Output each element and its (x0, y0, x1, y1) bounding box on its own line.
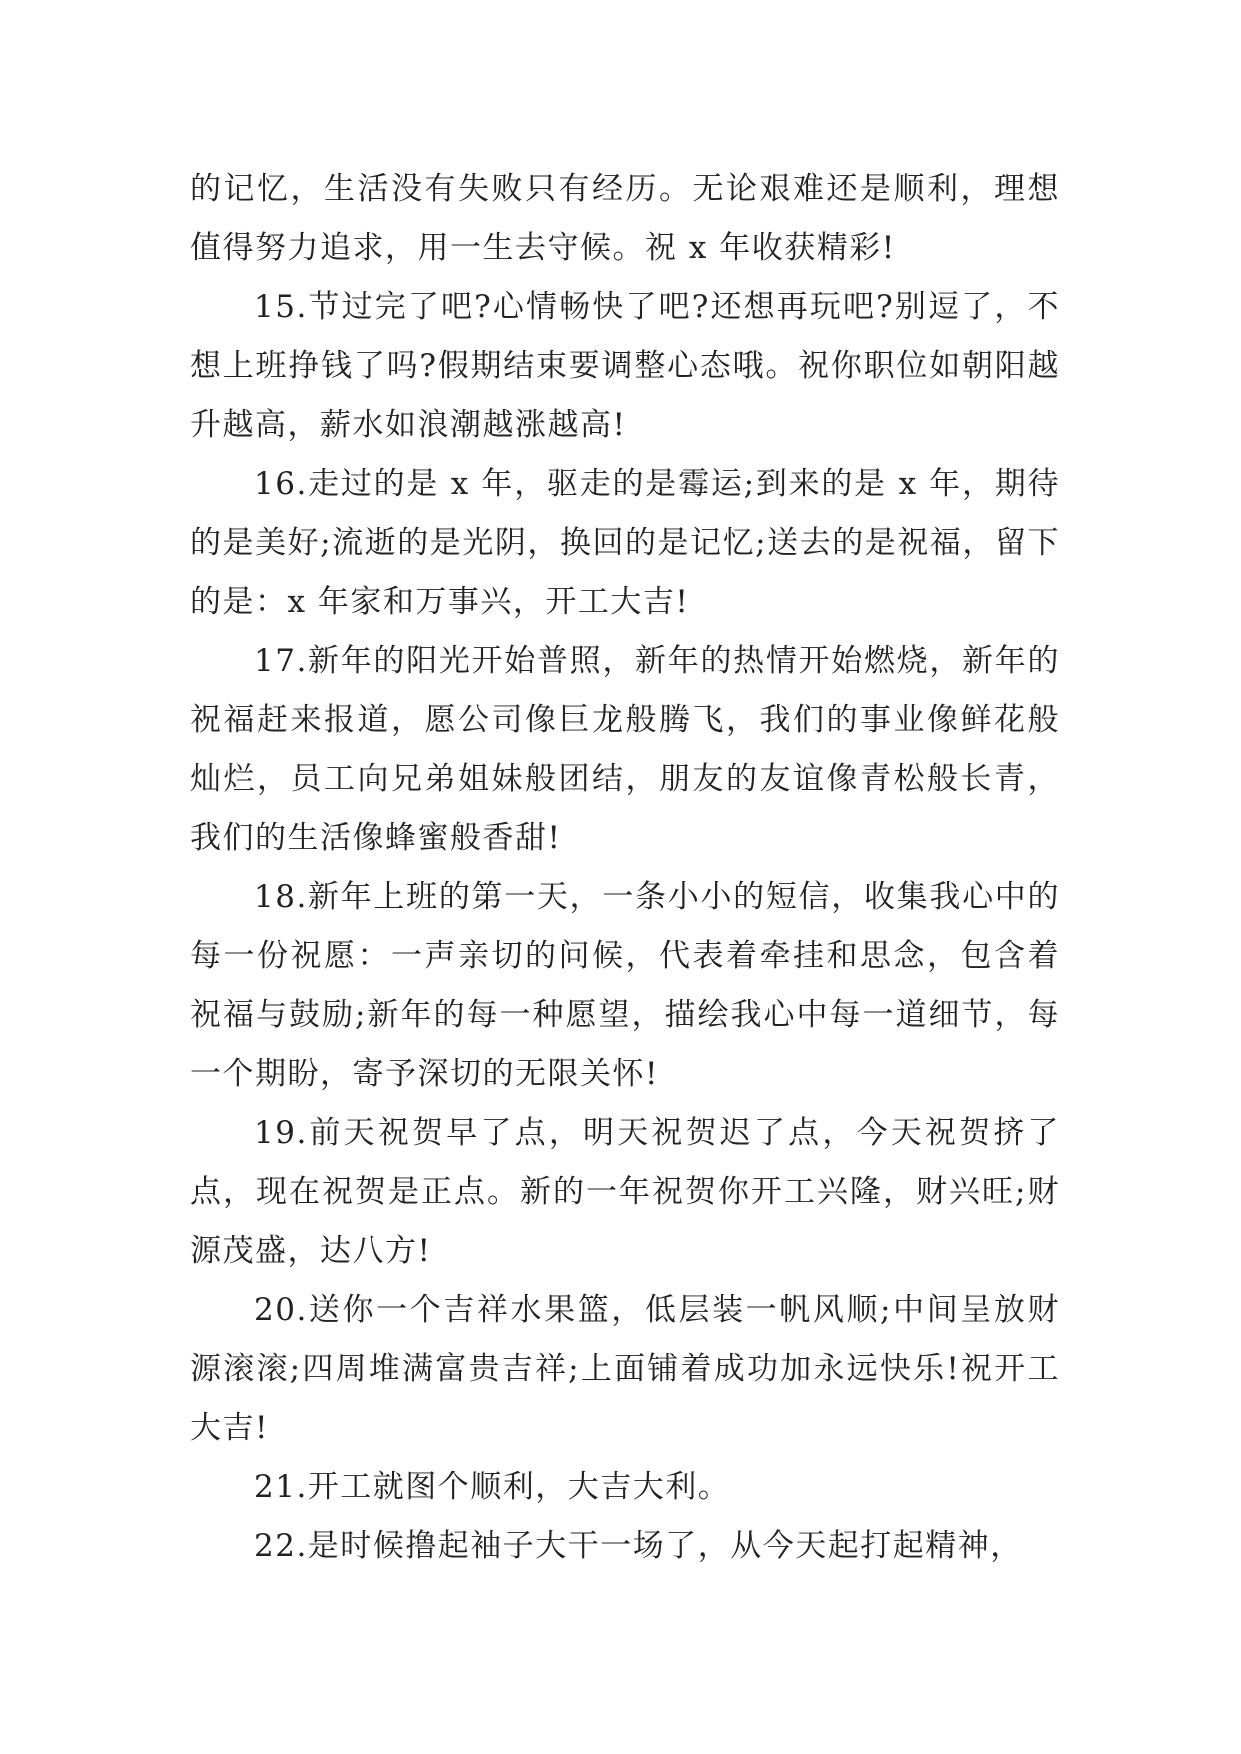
paragraph-item-18: 18.新年上班的第一天，一条小小的短信，收集我心中的每一份祝愿：一声亲切的问候，代表着牵挂和思念，包含着祝福与鼓励;新年的每一种愿望，描绘我心中每一道细节，每一个期盼，寄予深切的无限关怀! (190, 879, 1060, 1092)
paragraph-item-15: 15.节过完了吧?心情畅快了吧?还想再玩吧?别逗了，不想上班挣钱了吗?假期结束要调整心态哦。祝你职位如朝阳越升越高，薪水如浪潮越涨越高! (190, 289, 1060, 443)
paragraph-item-19: 19.前天祝贺早了点，明天祝贺迟了点，今天祝贺挤了点，现在祝贺是正点。新的一年祝贺你开工兴隆，财兴旺;财源茂盛，达八方! (190, 1115, 1060, 1269)
document-body (190, 160, 1060, 1576)
paragraph-item-16: 16.走过的是 x 年，驱走的是霉运;到来的是 x 年，期待的是美好;流逝的是光阴，换回的是记忆;送去的是祝福，留下的是：x 年家和万事兴，开工大吉! (190, 466, 1060, 620)
paragraph-item-21: 21.开工就图个顺利，大吉大利。 (254, 1469, 731, 1505)
paragraph-item-22: 22.是时候撸起袖子大干一场了，从今天起打起精神， (254, 1528, 1023, 1564)
paragraph-item-20: 20.送你一个吉祥水果篮，低层装一帆风顺;中间呈放财源滚滚;四周堆满富贵吉祥;上面铺着成功加永远快乐!祝开工大吉! (190, 1292, 1060, 1446)
paragraph-continuation: 的记忆，生活没有失败只有经历。无论艰难还是顺利，理想值得努力追求，用一生去守候。祝 x 年收获精彩! (190, 171, 1060, 266)
paragraph-item-17: 17.新年的阳光开始普照，新年的热情开始燃烧，新年的祝福赶来报道，愿公司像巨龙般腾飞，我们的事业像鲜花般灿烂，员工向兄弟姐妹般团结，朋友的友谊像青松般长青，我们的生活像蜂蜜般香甜! (190, 643, 1060, 856)
